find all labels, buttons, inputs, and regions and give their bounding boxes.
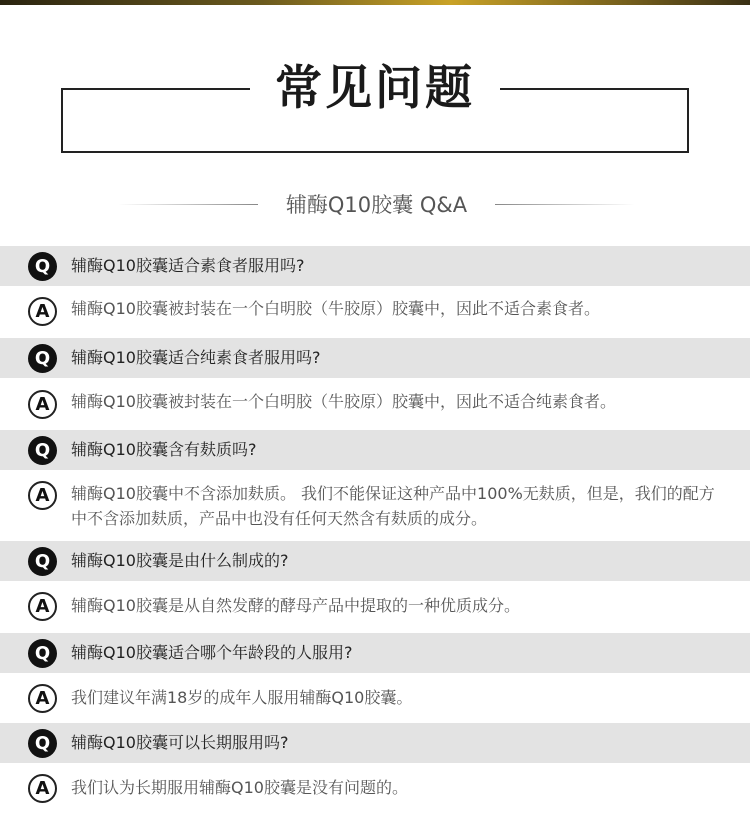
page-title: 常见问题 — [275, 61, 475, 116]
faq-answer-row — [0, 378, 750, 428]
faq-question-text: 辅酶Q10胶囊适合哪个年龄段的人服用? — [71, 643, 353, 662]
question-badge-icon: Q — [28, 252, 57, 281]
faq-question-row — [0, 541, 750, 581]
faq-question-row — [0, 430, 750, 470]
page-subtitle: 辅酶Q10胶囊 Q&A — [285, 193, 468, 217]
subtitle-divider-right — [495, 204, 635, 205]
faq-answer-text: 辅酶Q10胶囊被封装在一个白明胶（牛胶原）胶囊中，因此不适合素食者。 — [71, 299, 600, 318]
answer-badge-icon: A — [28, 684, 57, 713]
faq-answer-text: 我们认为长期服用辅酶Q10胶囊是没有问题的。 — [71, 778, 408, 797]
faq-question-row — [0, 246, 750, 286]
faq-answer-text: 我们建议年满18岁的成年人服用辅酶Q10胶囊。 — [71, 688, 413, 707]
question-badge-icon: Q — [28, 729, 57, 758]
question-badge-icon: Q — [28, 639, 57, 668]
faq-answer-row — [0, 581, 750, 631]
faq-answer-text: 辅酶Q10胶囊是从自然发酵的酵母产品中提取的一种优质成分。 — [71, 596, 520, 615]
answer-badge-icon: A — [28, 297, 57, 326]
faq-answer-row — [0, 470, 750, 540]
question-badge-icon: Q — [28, 547, 57, 576]
answer-badge-icon: A — [28, 592, 57, 621]
faq-question-text: 辅酶Q10胶囊含有麸质吗? — [71, 440, 257, 459]
top-decor-strip — [0, 0, 750, 5]
faq-question-text: 辅酶Q10胶囊适合素食者服用吗? — [71, 256, 305, 275]
faq-answer-row — [0, 286, 750, 336]
faq-question-text: 辅酶Q10胶囊适合纯素食者服用吗? — [71, 348, 321, 367]
faq-answer-text: 辅酶Q10胶囊被封装在一个白明胶（牛胶原）胶囊中，因此不适合纯素食者。 — [71, 392, 616, 411]
faq-question-row — [0, 633, 750, 673]
faq-answer-row — [0, 673, 750, 723]
faq-question-text: 辅酶Q10胶囊可以长期服用吗? — [71, 733, 289, 752]
answer-badge-icon: A — [28, 774, 57, 803]
faq-answer-row — [0, 763, 750, 823]
question-badge-icon: Q — [28, 344, 57, 373]
faq-question-row — [0, 723, 750, 763]
subtitle-divider-left — [118, 204, 258, 205]
answer-badge-icon: A — [28, 481, 57, 510]
question-badge-icon: Q — [28, 436, 57, 465]
faq-question-text: 辅酶Q10胶囊是由什么制成的? — [71, 551, 289, 570]
faq-question-row — [0, 338, 750, 378]
answer-badge-icon: A — [28, 390, 57, 419]
faq-answer-text: 辅酶Q10胶囊中不含添加麸质。 我们不能保证这种产品中100%无麸质，但是，我们的配方中不含添加麸质，产品中也没有任何天然含有麸质的成分。 — [71, 484, 715, 528]
